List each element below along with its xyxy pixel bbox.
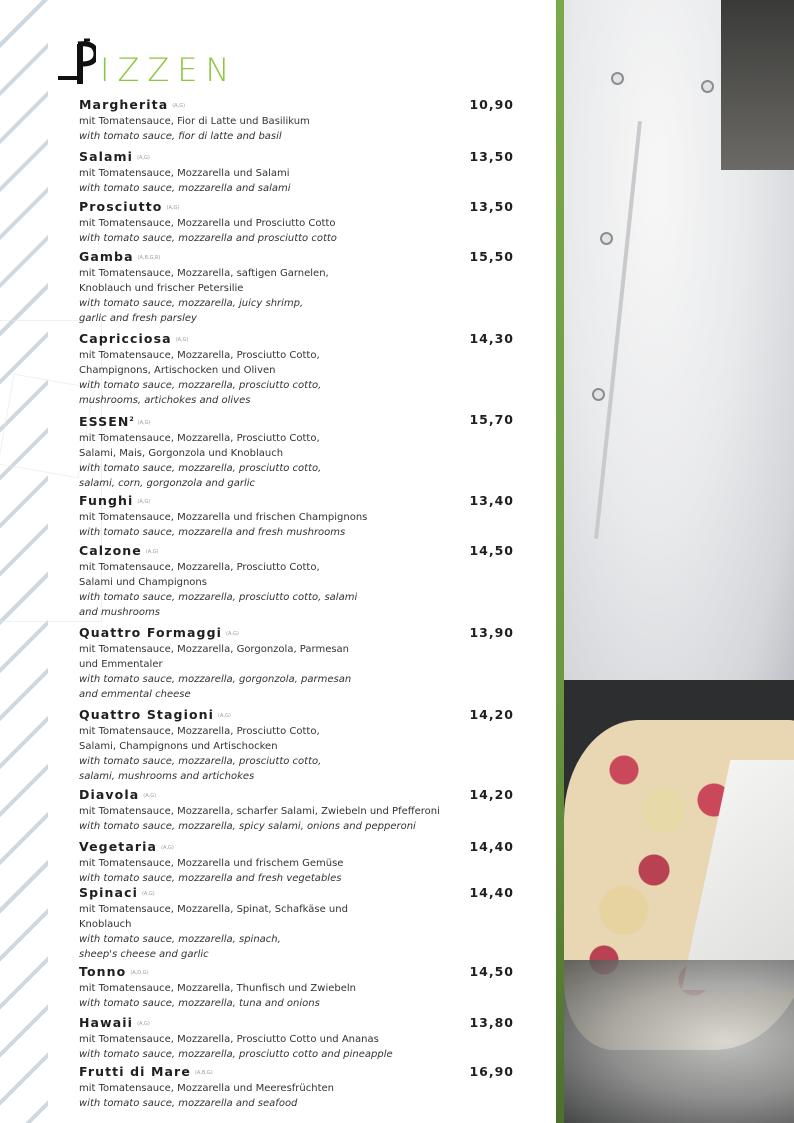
menu-item-name-text: ESSEN	[79, 414, 130, 430]
menu-item-name	[79, 493, 519, 510]
menu-item-superscript: 2	[129, 416, 134, 423]
allergen-code: (A,G)	[175, 336, 189, 343]
menu-item-name-text: Vegetaria	[79, 839, 158, 854]
menu-item-name-text: Quattro Stagioni	[79, 707, 215, 722]
menu-item-name	[79, 412, 519, 431]
menu-item	[79, 1015, 519, 1062]
menu-item-name-text: Spinaci	[79, 885, 138, 900]
menu-item-price: 14,20	[469, 787, 514, 802]
flour-dust	[564, 960, 794, 1123]
menu-item-description-en: with tomato sauce, mozzarella, prosciutto cotto, salami and mushrooms	[79, 591, 358, 618]
menu-item-description-en: with tomato sauce, mozzarella, prosciutto cotto, salami, corn, gorgonzola and garlic	[79, 462, 322, 489]
menu-item-description-en: with tomato sauce, mozzarella and seafood	[79, 1097, 298, 1109]
menu-item-name-text: Capricciosa	[79, 331, 172, 346]
menu-item-name	[79, 97, 519, 114]
allergen-code: (A,G)	[137, 1020, 150, 1027]
menu-item-description-de: mit Tomatensauce, Mozzarella und Meeresfrüchten	[79, 1082, 334, 1094]
menu-item-price: 13,50	[469, 149, 514, 164]
menu-item	[79, 964, 519, 1011]
menu-item-name-text: Calzone	[79, 543, 142, 558]
menu-item-price: 14,40	[469, 839, 514, 854]
menu-item-description-en: with tomato sauce, mozzarella and salami	[79, 182, 291, 194]
coat-button	[611, 72, 624, 85]
menu-item-description-de: mit Tomatensauce, Mozzarella, Prosciutto Cotto, Salami, Champignons und Artischocken	[79, 725, 320, 752]
menu-item	[79, 331, 519, 408]
menu-item-description-de: mit Tomatensauce, Mozzarella, Gorgonzola, Parmesan und Emmentaler	[79, 643, 350, 670]
menu-item	[79, 885, 519, 962]
allergen-code: (A,B,G)	[194, 1069, 213, 1076]
menu-item-description-de: mit Tomatensauce, Mozzarella und frischen Champignons	[79, 511, 368, 523]
menu-item-price: 14,50	[469, 964, 514, 979]
allergen-code: (A,G)	[218, 712, 231, 719]
allergen-code: (A,D,G)	[130, 969, 149, 976]
menu-item-description-de: mit Tomatensauce, Fior di Latte und Basilikum	[79, 115, 310, 127]
menu-item-price: 14,30	[469, 331, 514, 346]
menu-item-name-text: Diavola	[79, 787, 140, 802]
menu-item-description-en: with tomato sauce, mozzarella, prosciutto cotto, mushrooms, artichokes and olives	[79, 379, 322, 406]
menu-item-price: 13,90	[469, 625, 514, 640]
menu-item-description-en: with tomato sauce, mozzarella, prosciutto cotto, salami, mushrooms and artichokes	[79, 755, 322, 782]
menu-item	[79, 839, 519, 886]
menu-item-name	[79, 1015, 519, 1032]
menu-item-description-de: mit Tomatensauce, Mozzarella, Prosciutto Cotto, Salami, Mais, Gorgonzola und Knoblauch	[79, 432, 320, 459]
green-edge-bar	[556, 0, 564, 1123]
menu-item-name	[79, 707, 519, 724]
menu-item-price: 13,50	[469, 199, 514, 214]
menu-item-name-text: Quattro Formaggi	[79, 625, 223, 640]
menu-item-name-text: Frutti di Mare	[79, 1064, 191, 1079]
menu-item-description-en: with tomato sauce, mozzarella, juicy shrimp, garlic and fresh parsley	[79, 297, 304, 324]
menu-item	[79, 787, 519, 834]
menu-item-name	[79, 249, 519, 266]
menu-item-name-text: Gamba	[79, 249, 134, 264]
coat-button	[701, 80, 714, 93]
menu-item-name	[79, 787, 519, 804]
menu-item	[79, 249, 519, 326]
menu-item-name	[79, 964, 519, 981]
menu-item-name-text: Salami	[79, 149, 134, 164]
menu-item-description-en: with tomato sauce, mozzarella, prosciutto cotto and pineapple	[79, 1048, 393, 1060]
menu-item-name-text: Margherita	[79, 97, 169, 112]
menu-item-description-de: mit Tomatensauce, Mozzarella, scharfer Salami, Zwiebeln und Pfefferoni	[79, 805, 440, 817]
menu-item-name-text: Prosciutto	[79, 199, 163, 214]
menu-item-description-en: with tomato sauce, mozzarella and fresh mushrooms	[79, 526, 346, 538]
menu-item-name	[79, 199, 519, 216]
menu-item-name	[79, 839, 519, 856]
menu-item-description-de: mit Tomatensauce, Mozzarella und Salami	[79, 167, 290, 179]
menu-item-description-de: mit Tomatensauce, Mozzarella und Prosciutto Cotto	[79, 217, 336, 229]
menu-item	[79, 1064, 519, 1111]
menu-item-name-text: Funghi	[79, 493, 134, 508]
allergen-code: (A,G)	[161, 844, 174, 851]
menu-item-description-en: with tomato sauce, fior di latte and basil	[79, 130, 282, 142]
menu-item	[79, 149, 519, 196]
menu-item-name-text: Tonno	[79, 964, 127, 979]
allergen-code: (A,G)	[137, 419, 151, 426]
menu-item-name	[79, 885, 519, 902]
chef-pizza-photo	[556, 0, 794, 1123]
menu-item-price: 14,40	[469, 885, 514, 900]
menu-item-name	[79, 1064, 519, 1081]
menu-item-description-en: with tomato sauce, mozzarella, gorgonzola, parmesan and emmental cheese	[79, 673, 352, 700]
title-text: IZZEN	[100, 51, 238, 89]
menu-item-description-de: mit Tomatensauce, Mozzarella, saftigen Garnelen, Knoblauch und frischer Petersilie	[79, 267, 329, 294]
menu-item-name	[79, 149, 519, 166]
menu-item-price: 14,20	[469, 707, 514, 722]
menu-item	[79, 97, 519, 144]
menu-item-price: 14,50	[469, 543, 514, 558]
menu-item-description-de: mit Tomatensauce, Mozzarella, Prosciutto Cotto, Champignons, Artischocken und Oliven	[79, 349, 320, 376]
coat-button	[592, 388, 605, 401]
menu-item-price: 13,80	[469, 1015, 514, 1030]
menu-item-description-de: mit Tomatensauce, Mozzarella, Prosciutto Cotto, Salami und Champignons	[79, 561, 320, 588]
menu-item	[79, 412, 519, 491]
menu-item-description-en: with tomato sauce, mozzarella, spicy salami, onions and pepperoni	[79, 820, 416, 832]
allergen-code: (A,B,G,R)	[137, 254, 161, 261]
menu-item-price: 15,70	[469, 412, 514, 427]
allergen-code: (A,G)	[172, 102, 186, 109]
menu-item-name	[79, 331, 519, 348]
allergen-code: (A,G)	[143, 792, 157, 799]
menu-item-description-en: with tomato sauce, mozzarella, spinach, sheep's cheese and garlic	[79, 933, 281, 960]
coat-button	[600, 232, 613, 245]
menu-item	[79, 707, 519, 784]
menu-item-description-de: mit Tomatensauce, Mozzarella, Spinat, Schafkäse und Knoblauch	[79, 903, 348, 930]
photo-background-dark	[721, 0, 794, 170]
allergen-code: (A,G)	[226, 630, 239, 637]
menu-item-description-en: with tomato sauce, mozzarella, tuna and onions	[79, 997, 320, 1009]
title-initial-brush-letter	[56, 38, 96, 86]
menu-item	[79, 625, 519, 702]
allergen-code: (A,G)	[137, 498, 151, 505]
menu-item-price: 15,50	[469, 249, 514, 264]
menu-item-description-en: with tomato sauce, mozzarella and fresh vegetables	[79, 872, 342, 884]
menu-item-name-text: Hawaii	[79, 1015, 134, 1030]
allergen-code: (A,G)	[137, 154, 150, 161]
menu-item	[79, 543, 519, 620]
menu-item-description-de: mit Tomatensauce, Mozzarella, Thunfisch und Zwiebeln	[79, 982, 356, 994]
allergen-code: (A,G)	[145, 548, 159, 555]
menu-item-name	[79, 625, 519, 642]
menu-item-price: 16,90	[469, 1064, 514, 1079]
allergen-code: (A,G)	[141, 890, 155, 897]
menu-item-description-de: mit Tomatensauce, Mozzarella, Prosciutto Cotto und Ananas	[79, 1033, 379, 1045]
menu-item-name	[79, 543, 519, 560]
menu-item-description-de: mit Tomatensauce, Mozzarella und frischem Gemüse	[79, 857, 344, 869]
menu-item	[79, 199, 519, 246]
menu-item-price: 10,90	[469, 97, 514, 112]
menu-item	[79, 493, 519, 540]
allergen-code: (A,G)	[166, 204, 180, 211]
menu-item-description-en: with tomato sauce, mozzarella and prosciutto cotto	[79, 232, 337, 244]
menu-item-price: 13,40	[469, 493, 514, 508]
